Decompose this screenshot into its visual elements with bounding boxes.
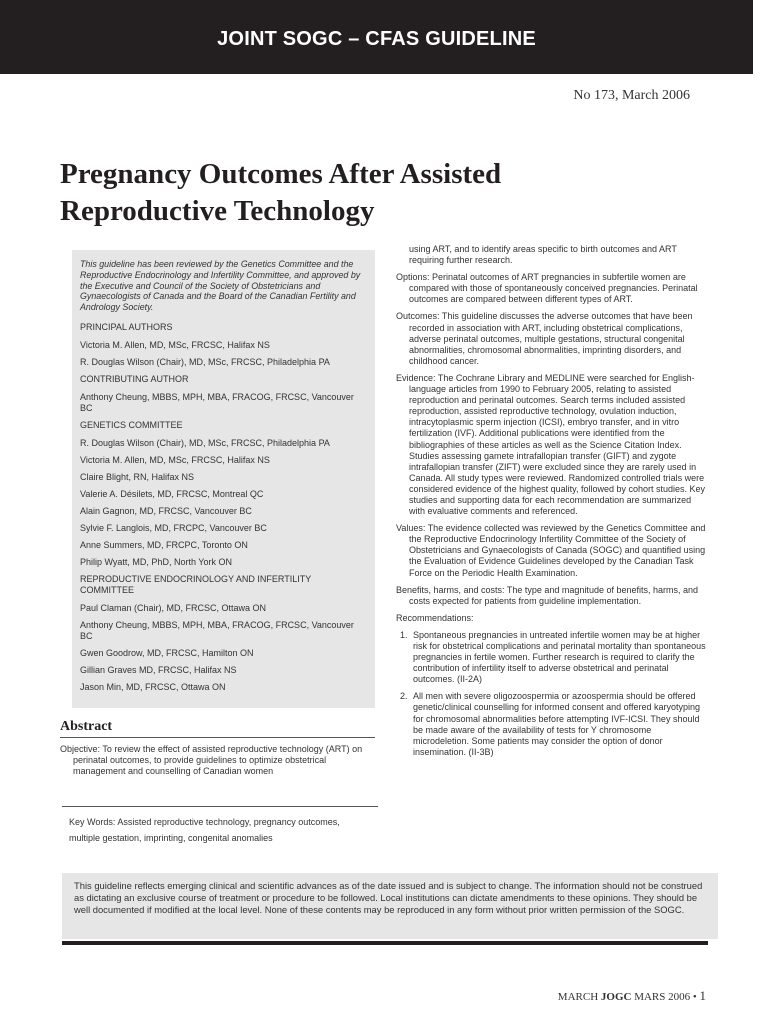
author-entry: Philip Wyatt, MD, PhD, North York ON bbox=[80, 556, 232, 567]
recommendation-number: 1. bbox=[400, 629, 408, 640]
title-line-1: Pregnancy Outcomes After Assisted bbox=[60, 158, 502, 190]
evidence-paragraph: Evidence: The Cochrane Library and MEDLINE were searched for English-language articles from 1990 to February 2005, relating to assisted reproduction and perinatal outcomes. Search terms included assisted reproduction, assisted reproductive technology, ovulation induction, intracytoplasmic sperm injection (ICSI), embryo transfer, and in vitro fertilization (IVF). Additional publications were identified from the bibliographies of these articles as well as the Science Citation Index. Studies assessing gamete intrafallopian transfer (GIFT) and zygote intrafallopian transfer (ZIFT) were excluded since they are rarely used in Canada. All study types were reviewed. Randomized controlled trials were considered evidence of the highest quality, followed by cohort studies. Key studies and supporting data for each recommendation are summarized with evaluative comments and referenced. bbox=[396, 372, 706, 517]
disclaimer-box bbox=[62, 873, 718, 939]
page-number: 1 bbox=[699, 988, 706, 1003]
recommendation-number: 2. bbox=[400, 691, 408, 702]
benefits-paragraph: Benefits, harms, and costs: The type and magnitude of benefits, harms, and costs expected for patients from guideline implementation. bbox=[396, 584, 699, 606]
options-paragraph: Options: Perinatal outcomes of ART pregnancies in subfertile women are compared with those of spontaneously conceived pregnancies. Perinatal outcomes are compared between different types of ART. bbox=[396, 272, 698, 305]
author-entry: Anthony Cheung, MBBS, MPH, MBA, FRACOG, FRCSC, Vancouver BC bbox=[80, 391, 354, 413]
author-entry: Valerie A. Désilets, MD, FRCSC, Montreal QC bbox=[80, 488, 264, 499]
keywords: Key Words: Assisted reproductive technology, pregnancy outcomes, multiple gestation, imprinting, congenital anomalies bbox=[69, 817, 340, 843]
author-entry: Victoria M. Allen, MD, MSc, FRCSC, Halifax NS bbox=[80, 339, 270, 350]
author-entry: Victoria M. Allen, MD, MSc, FRCSC, Halifax NS bbox=[80, 454, 270, 465]
bottom-divider bbox=[62, 941, 708, 945]
author-entry: R. Douglas Wilson (Chair), MD, MSc, FRCSC, Philadelphia PA bbox=[80, 437, 330, 448]
recommendation-text: Spontaneous pregnancies in untreated infertile women may be at higher risk for obstetrical complications and perinatal mortality than spontaneous pregnancies in fertile women. Further research is required to clarify the contribution of infertility itself to adverse obstetrical and perinatal outcomes. (II-2A) bbox=[413, 629, 706, 685]
disclaimer-text: This guideline reflects emerging clinical and scientific advances as of the date issued and is subject to change. The information should not be construed as dictating an exclusive course of treatment or procedure to be followed. Local institutions can dictate amendments to these opinions. They should be well documented if modified at the local level. None of these contents may be reproduced in any form without prior written permission of the SOGC. bbox=[74, 880, 703, 915]
committee-heading: GENETICS COMMITTEE bbox=[80, 419, 183, 430]
keywords-divider bbox=[62, 806, 378, 807]
committee-heading: REPRODUCTIVE ENDOCRINOLOGY AND INFERTILITY COMMITTEE bbox=[80, 573, 312, 595]
footer-journal: JOGC bbox=[600, 991, 632, 1003]
abstract-right-column bbox=[396, 244, 708, 764]
author-entry: Gwen Goodrow, MD, FRCSC, Hamilton ON bbox=[80, 647, 254, 658]
recommendations-heading: Recommendations: bbox=[396, 612, 474, 623]
author-entry: Claire Blight, RN, Halifax NS bbox=[80, 471, 195, 482]
guideline-banner-title: JOINT SOGC – CFAS GUIDELINE bbox=[217, 28, 536, 50]
author-entry: R. Douglas Wilson (Chair), MD, MSc, FRCSC, Philadelphia PA bbox=[80, 356, 330, 367]
abstract-divider bbox=[60, 737, 375, 738]
recommendation-item bbox=[396, 691, 708, 758]
author-entry: Gillian Graves MD, FRCSC, Halifax NS bbox=[80, 664, 237, 675]
footer-month-fr: MARS 2006 bbox=[631, 991, 691, 1003]
title-line-2: Reproductive Technology bbox=[60, 195, 375, 227]
author-entry: Anthony Cheung, MBBS, MPH, MBA, FRACOG, FRCSC, Vancouver BC bbox=[80, 619, 354, 641]
recommendation-text: All men with severe oligozoospermia or azoospermia should be offered genetic/clinical counselling for informed consent and offered karyotyping for chromosomal abnormalities before attempting IVF-ICSI. They should be made aware of the availability of tests for Y chromosome microdeletion. Some patients may consider the option of donor insemination. (II-3B) bbox=[413, 691, 701, 757]
objective-continued: using ART, and to identify areas specific to birth outcomes and ART requiring further research. bbox=[409, 244, 677, 266]
footer-month: MARCH bbox=[557, 991, 601, 1003]
author-entry: Jason Min, MD, FRCSC, Ottawa ON bbox=[80, 681, 226, 692]
outcomes-paragraph: Outcomes: This guideline discusses the adverse outcomes that have been recorded in association with ART, including obstetrical complications, adverse perinatal outcomes, multiple gestations, structural congenital abnormalities, chromosomal abnormalities, imprinting disorders, and childhood cancer. bbox=[396, 311, 693, 366]
author-entry: Sylvie F. Langlois, MD, FRCPC, Vancouver BC bbox=[80, 522, 267, 533]
page-title bbox=[60, 156, 620, 230]
issue-number: No 173, March 2006 bbox=[573, 88, 690, 103]
footer-separator: • bbox=[690, 991, 700, 1003]
authors-box bbox=[72, 250, 375, 708]
committee-heading: CONTRIBUTING AUTHOR bbox=[80, 373, 189, 384]
recommendation-item bbox=[396, 630, 708, 685]
author-entry: Alain Gagnon, MD, FRCSC, Vancouver BC bbox=[80, 505, 252, 516]
recommendations-list bbox=[396, 630, 708, 758]
values-paragraph: Values: The evidence collected was reviewed by the Genetics Committee and the Reproductive Endocrinology Infertility Committee of the Society of Obstetricians and Gynaecologists of Canada (SOGC) and quantified using the Evaluation of Evidence Guidelines developed by the Canadian Task Force on the Periodic Health Examination. bbox=[396, 523, 706, 578]
abstract-objective: Objective: To review the effect of assisted reproductive technology (ART) on perinatal outcomes, to provide guidelines to optimize obstetrical management and counselling of Canadian women bbox=[60, 744, 363, 777]
committee-heading: PRINCIPAL AUTHORS bbox=[80, 321, 173, 332]
abstract-heading: Abstract bbox=[60, 719, 113, 734]
review-note: This guideline has been reviewed by the Genetics Committee and the Reproductive Endocrinology and Infertility Committee, and approved by the Executive and Council of the Society of Obstetricians and Gynaecologists of Canada and the Board of the Canadian Fertility and Andrology Society. bbox=[80, 259, 361, 313]
authors-list bbox=[80, 322, 367, 693]
author-entry: Anne Summers, MD, FRCPC, Toronto ON bbox=[80, 539, 248, 550]
header-banner bbox=[0, 0, 753, 74]
author-entry: Paul Claman (Chair), MD, FRCSC, Ottawa ON bbox=[80, 602, 267, 613]
page-footer bbox=[558, 988, 706, 1004]
